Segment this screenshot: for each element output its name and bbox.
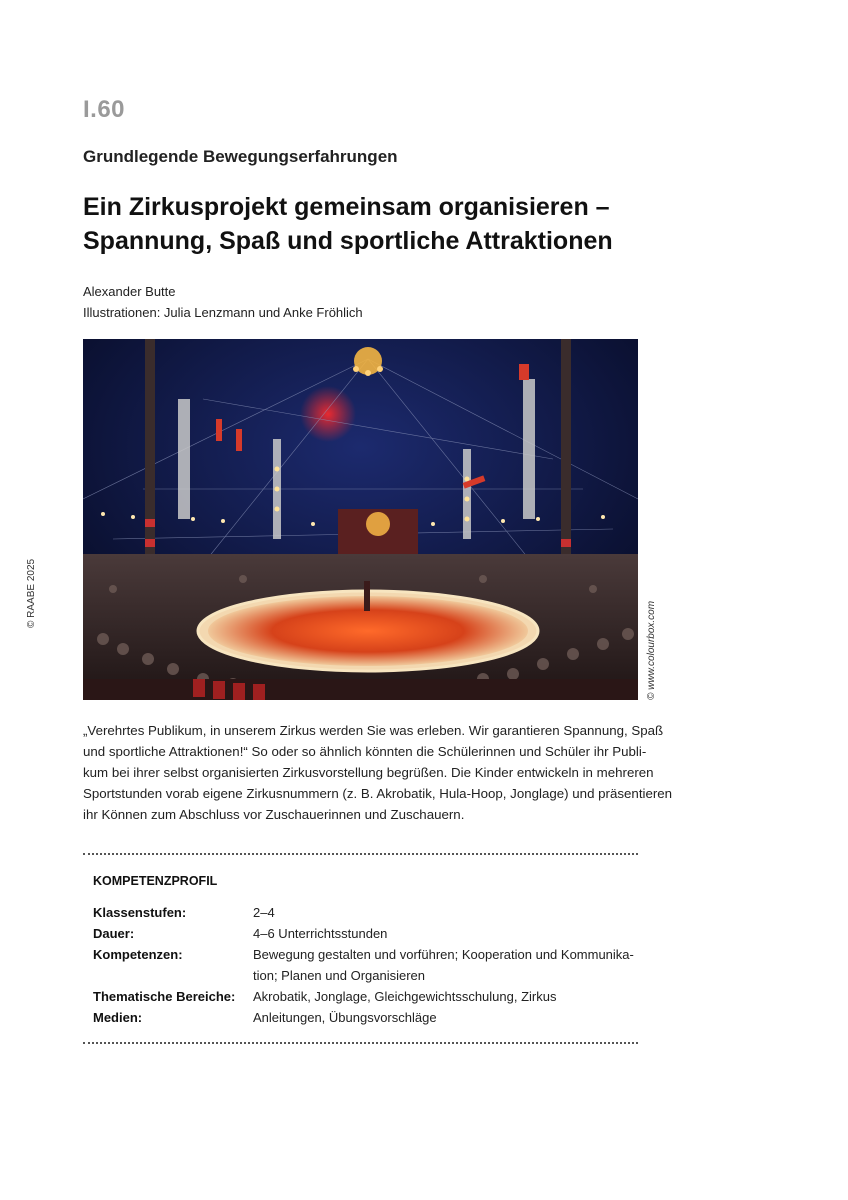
profile-label: Kompetenzen: (93, 947, 183, 962)
divider-bottom (83, 1042, 638, 1044)
profile-row (93, 986, 638, 1007)
circus-photo (83, 339, 638, 700)
profile-value-line: Anleitungen, Übungsvorschläge (253, 1010, 437, 1025)
profile-value-line: 2–4 (253, 905, 275, 920)
intro-line: ihr Können zum Abschluss vor Zuschauerinnen und Zuschauern. (83, 807, 465, 822)
profile-row (93, 902, 638, 923)
section-number: I.60 (83, 96, 126, 123)
profile-label: Medien: (93, 1010, 143, 1025)
profile-value-line: Akrobatik, Jonglage, Gleichgewichtsschulung, Zirkus (253, 989, 557, 1004)
intro-line: kum bei ihrer selbst organisierten Zirkusvorstellung begrüßen. Die Kinder entwickeln in mehreren (83, 765, 654, 780)
intro-line: Sportstunden vorab eigene Zirkusnummern (z. B. Akrobatik, Hula-Hoop, Jonglage) und präsentieren (83, 786, 673, 801)
illustrators: Illustrationen: Julia Lenzmann und Anke Fröhlich (83, 305, 363, 320)
photo-credit: © www.colourbox.com (646, 600, 657, 700)
profile-row (93, 923, 638, 944)
profile-value-line: 4–6 Unterrichtsstunden (253, 926, 388, 941)
profile-label: Thematische Bereiche: (93, 989, 236, 1004)
competence-profile (93, 902, 638, 1028)
profile-label: Klassenstufen: (93, 905, 187, 920)
title-line: Ein Zirkusprojekt gemeinsam organisieren – (83, 193, 610, 221)
profile-row (93, 1007, 638, 1028)
profile-value (253, 986, 556, 1007)
profile-label: Dauer: (93, 926, 135, 941)
profile-heading: KOMPETENZPROFIL (93, 874, 218, 888)
title-line: Spannung, Spaß und sportliche Attraktionen (83, 227, 613, 255)
category-heading: Grundlegende Bewegungserfahrungen (83, 147, 398, 166)
profile-value-line: tion; Planen und Organisieren (253, 968, 426, 983)
intro-line: und sportliche Attraktionen!“ So oder so ähnlich könnten die Schülerinnen und Schüler ihr Publi- (83, 744, 647, 759)
divider-top (83, 853, 638, 855)
circus-tent-illustration (83, 339, 638, 700)
side-copyright: © RAABE 2025 (26, 558, 37, 628)
profile-value (253, 1007, 437, 1028)
page-title (83, 190, 683, 258)
profile-row (93, 944, 638, 986)
author-block (83, 281, 363, 323)
profile-value (253, 944, 634, 986)
profile-value (253, 902, 275, 923)
author-name: Alexander Butte (83, 284, 176, 299)
profile-value (253, 923, 387, 944)
intro-paragraph (83, 720, 673, 825)
profile-value-line: Bewegung gestalten und vorführen; Kooperation und Kommunika- (253, 947, 634, 962)
intro-line: „Verehrtes Publikum, in unserem Zirkus werden Sie was erleben. Wir garantieren Spannung, Spaß (83, 723, 664, 738)
